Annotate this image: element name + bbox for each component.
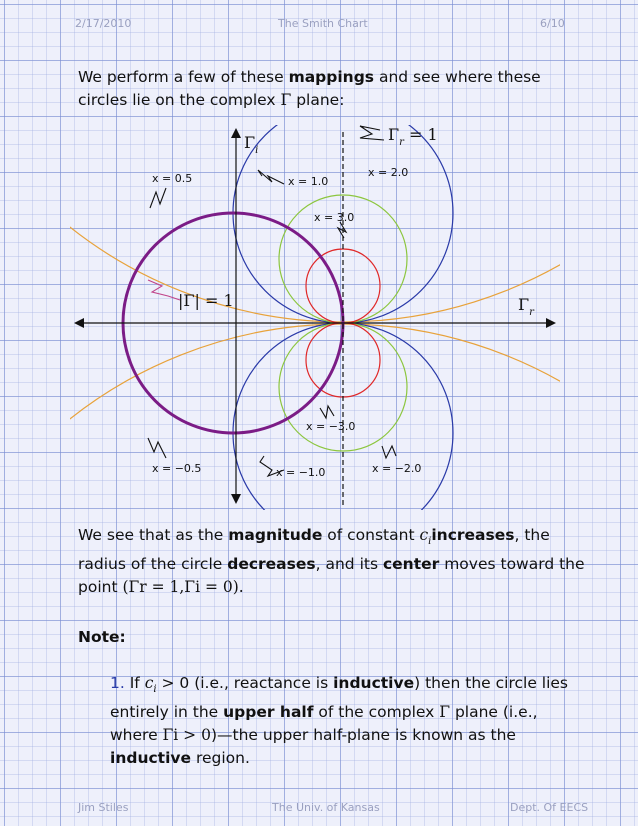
note-item-1-line-2: entirely in the upper half of the complex Γ plane (i.e., <box>110 703 538 722</box>
label-x-1.0: x = 1.0 <box>288 175 329 188</box>
squiggle-arrow-icon <box>148 280 180 300</box>
note-label: Note: <box>78 628 126 646</box>
gamma-r-equals-1-label: $\Gamma_r = 1$ <box>388 125 438 148</box>
conclusion-line-3: point (Γr = 1,Γi = 0). <box>78 578 244 597</box>
footer-university: The Univ. of Kansas <box>272 801 380 814</box>
intro-line-1: We perform a few of these mappings and see where these <box>78 68 541 86</box>
conclusion-paragraph <box>78 524 585 599</box>
gamma-r-axis-label: $\Gamma_r$ <box>518 295 534 318</box>
header-date: 2/17/2010 <box>75 17 132 30</box>
label-x-minus-2.0: x = −2.0 <box>372 462 422 475</box>
squiggle-arrow-icon <box>360 126 384 140</box>
label-x-0.5: x = 0.5 <box>152 172 193 185</box>
squiggle-arrow-icon <box>148 438 166 458</box>
header-page: 6/10 <box>540 17 565 30</box>
label-x-3.0: x = 3.0 <box>314 211 355 224</box>
note-item-1-line-4: inductive region. <box>110 749 250 768</box>
footer-author: Jim Stiles <box>78 801 129 814</box>
label-x-2.0: x = 2.0 <box>368 166 409 179</box>
gamma-i-axis-label: $\Gamma_i$ <box>244 133 259 156</box>
squiggle-arrow-icon <box>382 446 396 458</box>
real-axis-right-arrow <box>546 318 556 328</box>
note-item-1 <box>110 672 590 770</box>
circle-x-0.5 <box>0 0 638 322</box>
note-item-1-line-3: where Γi > 0)—the upper half-plane is known as the <box>110 726 516 745</box>
real-axis-left-arrow <box>74 318 84 328</box>
squiggle-arrow-icon <box>258 170 284 184</box>
imag-axis-up-arrow <box>231 128 241 138</box>
unit-circle-label: |Γ| = 1 <box>178 291 234 310</box>
note-item-1-line-1: 1. If $c_i > 0$ (i.e., reactance is inductive) then the circle lies <box>110 674 569 696</box>
squiggle-arrow-icon <box>320 406 334 418</box>
header-title: The Smith Chart <box>278 17 368 30</box>
squiggle-arrow-icon <box>338 222 346 238</box>
intro-line-2: circles lie on the complex Γ plane: <box>78 91 345 109</box>
conclusion-line-1: We see that as the magnitude of constant $c_iincreases$, the <box>78 526 550 548</box>
label-x-minus-0.5: x = −0.5 <box>152 462 202 475</box>
squiggle-arrow-icon <box>150 188 166 208</box>
footer-dept: Dept. Of EECS <box>510 801 589 814</box>
imag-axis-down-arrow <box>231 494 241 504</box>
label-x-minus-3.0: x = −3.0 <box>306 420 356 433</box>
label-x-minus-1.0: x = −1.0 <box>276 466 326 479</box>
conclusion-line-2: radius of the circle decreases, and its center moves toward the <box>78 555 585 574</box>
